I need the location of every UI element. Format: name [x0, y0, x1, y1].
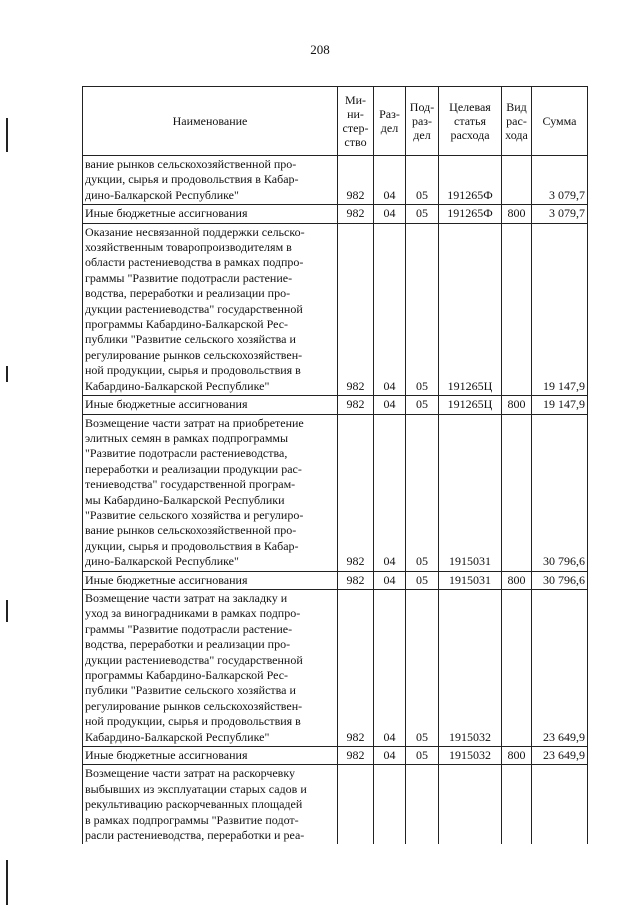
row-ministry: 982 [338, 205, 374, 223]
row-subsection: 05 [406, 747, 439, 765]
table-row [83, 747, 588, 765]
row-subsection: 05 [406, 396, 439, 414]
row-section: 04 [374, 571, 406, 589]
row-section: 04 [374, 396, 406, 414]
row-section: 04 [374, 156, 406, 205]
header-name: Наименование [83, 87, 338, 156]
row-ministry: 982 [338, 589, 374, 746]
table-row [83, 765, 588, 845]
row-amount: 19 147,9 [532, 223, 588, 395]
row-expense-type [502, 156, 532, 205]
row-ministry: 982 [338, 223, 374, 395]
row-target: 191265Ц [439, 396, 502, 414]
scan-margin-mark [6, 118, 8, 152]
row-ministry: 982 [338, 747, 374, 765]
row-expense-type: 800 [502, 571, 532, 589]
row-subsection: 05 [406, 414, 439, 571]
row-target: 191265Ф [439, 156, 502, 205]
row-expense-type: 800 [502, 396, 532, 414]
row-ministry: 982 [338, 571, 374, 589]
row-target: 191265Ф [439, 205, 502, 223]
row-section: 04 [374, 414, 406, 571]
row-amount: 3 079,7 [532, 156, 588, 205]
table-header-row [83, 87, 588, 156]
row-name: Возмещение части затрат на приобретение элитных семян в рамках подпрограммы "Развитие подотрасли растениеводства, переработки и реализации продукции рас- тениеводства" государственной програм- мы Кабардино-Балкарской Республики "Развитие сельского хозяйства и регулиро- вание рынков сельскохозяйственной про- дукции, сырья и продовольствия в Кабар- дино-Балкарской Республике" [83, 414, 338, 571]
row-name: Возмещение части затрат на закладку и уход за виноградниками в рамках подпро- граммы "Развитие подотрасли растение- водства, переработки и реализации про- дукции растениеводства" государственной программы Кабардино-Балкарской Рес- публики "Развитие сельского хозяйства и регулирование рынков сельскохозяйствен- ной продукции, сырья и продовольствия в Кабардино-Балкарской Республике" [83, 589, 338, 746]
row-target: 1915032 [439, 747, 502, 765]
row-subsection: 05 [406, 223, 439, 395]
row-amount: 23 649,9 [532, 589, 588, 746]
row-amount: 3 079,7 [532, 205, 588, 223]
row-amount: 30 796,6 [532, 414, 588, 571]
row-ministry: 982 [338, 414, 374, 571]
page-number: 208 [310, 42, 330, 57]
row-section: 04 [374, 589, 406, 746]
row-name: Оказание несвязанной поддержки сельско- хозяйственным товаропроизводителям в области растениеводства в рамках подпро- граммы "Развитие подотрасли растение- водства, переработки и реализации про- дукции растениеводства" государственной программы Кабардино-Балкарской Рес- публики "Развитие сельского хозяйства и регулирование рынков сельскохозяйствен- ной продукции, сырья и продовольствия в Кабардино-Балкарской Республике" [83, 223, 338, 395]
table-row [83, 396, 588, 414]
header-expense-type: Вид рас- хода [502, 87, 532, 156]
row-section: 04 [374, 223, 406, 395]
row-target [439, 765, 502, 845]
row-target: 191265Ц [439, 223, 502, 395]
row-name: Иные бюджетные ассигнования [83, 571, 338, 589]
scan-margin-mark [6, 366, 8, 382]
row-subsection [406, 765, 439, 845]
row-name: Иные бюджетные ассигнования [83, 747, 338, 765]
row-expense-type [502, 765, 532, 845]
scan-margin-mark [6, 860, 8, 905]
row-expense-type: 800 [502, 747, 532, 765]
header-subsection: Под- раз- дел [406, 87, 439, 156]
row-subsection: 05 [406, 205, 439, 223]
row-name: вание рынков сельскохозяйственной про- дукции, сырья и продовольствия в Кабар- дино-Балкарской Республике" [83, 156, 338, 205]
header-section: Раз- дел [374, 87, 406, 156]
row-subsection: 05 [406, 589, 439, 746]
row-target: 1915031 [439, 571, 502, 589]
row-name: Иные бюджетные ассигнования [83, 205, 338, 223]
header-ministry: Ми- ни- стер- ство [338, 87, 374, 156]
row-section [374, 765, 406, 845]
row-target: 1915031 [439, 414, 502, 571]
row-ministry [338, 765, 374, 845]
table-row [83, 589, 588, 746]
row-subsection: 05 [406, 156, 439, 205]
row-expense-type: 800 [502, 205, 532, 223]
budget-table [82, 86, 588, 844]
table-row [83, 156, 588, 205]
row-name: Возмещение части затрат на раскорчевку выбывших из эксплуатации старых садов и рекультивацию раскорчеванных площадей в рамках подпрограммы "Развитие подот- расли растениеводства, переработки и реа- [83, 765, 338, 845]
row-expense-type [502, 223, 532, 395]
header-amount: Сумма [532, 87, 588, 156]
row-expense-type [502, 414, 532, 571]
row-section: 04 [374, 205, 406, 223]
header-target-article: Целевая статья расхода [439, 87, 502, 156]
row-amount: 19 147,9 [532, 396, 588, 414]
table-row [83, 223, 588, 395]
row-amount [532, 765, 588, 845]
row-section: 04 [374, 747, 406, 765]
row-amount: 23 649,9 [532, 747, 588, 765]
table-row [83, 205, 588, 223]
row-expense-type [502, 589, 532, 746]
row-subsection: 05 [406, 571, 439, 589]
table-row [83, 414, 588, 571]
row-ministry: 982 [338, 156, 374, 205]
row-amount: 30 796,6 [532, 571, 588, 589]
row-name: Иные бюджетные ассигнования [83, 396, 338, 414]
table-row [83, 571, 588, 589]
scan-margin-mark [6, 600, 8, 622]
row-target: 1915032 [439, 589, 502, 746]
row-ministry: 982 [338, 396, 374, 414]
